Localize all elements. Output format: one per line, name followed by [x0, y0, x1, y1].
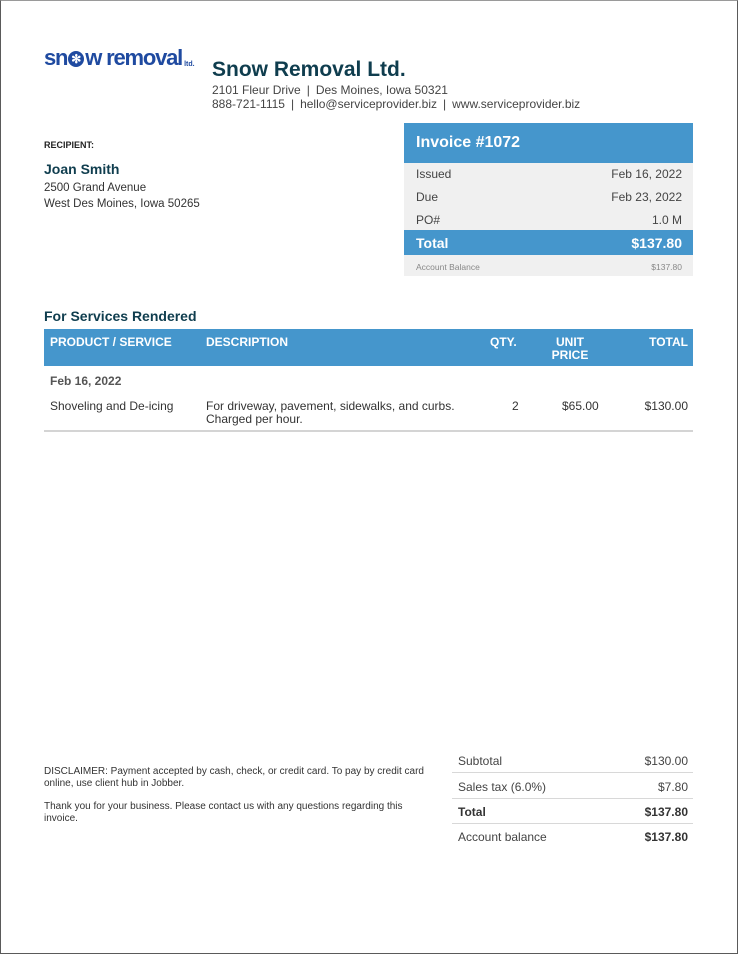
separator: |: [306, 83, 310, 97]
tax-label: Sales tax (6.0%): [458, 779, 547, 794]
company-phone: 888-721-1115: [212, 97, 285, 111]
summary-subtotal-row: [452, 749, 693, 773]
item-description: For driveway, pavement, sidewalks, and curbs. Charged per hour.: [206, 399, 455, 426]
due-label: Due: [416, 190, 439, 204]
separator: |: [290, 97, 295, 111]
header-description: DESCRIPTION: [206, 335, 289, 349]
table-divider: [44, 430, 693, 432]
invoice-title: Invoice #1072: [404, 123, 693, 163]
invoice-summary-box: [404, 123, 693, 276]
issued-value: Feb 16, 2022: [611, 167, 682, 181]
company-logo: [44, 43, 204, 69]
item-total: $130.00: [644, 399, 688, 413]
invoice-po-row: [416, 213, 682, 227]
header-product: PRODUCT / SERVICE: [50, 335, 172, 349]
services-table-header: [44, 329, 693, 366]
company-contact: [212, 97, 580, 111]
subtotal-value: $130.00: [644, 753, 688, 768]
summary-total-label: Total: [458, 804, 486, 819]
invoice-total-value: $137.80: [631, 234, 682, 251]
subtotal-label: Subtotal: [458, 753, 503, 768]
balance-value: $137.80: [644, 830, 688, 844]
header-total: TOTAL: [649, 335, 688, 349]
separator: |: [443, 97, 447, 111]
invoice-issued-row: [416, 167, 682, 181]
header-qty: QTY.: [490, 335, 517, 349]
service-date: Feb 16, 2022: [50, 374, 122, 388]
logo-text-suffix: w removal: [85, 45, 183, 70]
snowflake-icon: ✻: [68, 51, 84, 67]
company-city: Des Moines, Iowa 50321: [315, 83, 448, 97]
po-value: 1.0 M: [651, 213, 682, 227]
company-website: www.serviceprovider.biz: [452, 97, 581, 111]
disclaimer-text: DISCLAIMER: Payment accepted by cash, check, or credit card. To pay by credit card online, use client hub in Jobber.: [44, 766, 424, 789]
invoice-balance-label: Account Balance: [416, 262, 480, 272]
item-qty: 2: [512, 399, 519, 413]
recipient-label: RECIPIENT:: [44, 140, 95, 150]
invoice-total-label: Total: [416, 234, 449, 251]
invoice-balance-value: $137.80: [651, 262, 682, 272]
recipient-address-line2: West Des Moines, Iowa 50265: [44, 198, 200, 210]
company-street: 2101 Fleur Drive: [212, 83, 301, 97]
recipient-address-line1: 2500 Grand Avenue: [44, 182, 147, 194]
balance-label: Account balance: [458, 830, 547, 844]
invoice-due-row: [416, 190, 682, 204]
logo-text-prefix: sn: [44, 45, 68, 70]
issued-label: Issued: [416, 167, 452, 181]
item-unit-price: $65.00: [562, 399, 599, 413]
thanks-text: Thank you for your business. Please contact us with any questions regarding this invoice.: [44, 801, 403, 824]
company-name: Snow Removal Ltd.: [212, 58, 406, 81]
tax-value: $7.80: [657, 779, 688, 794]
summary-balance-row: [452, 825, 693, 849]
logo-ltd: ltd.: [184, 61, 195, 68]
invoice-balance-row: [416, 262, 682, 272]
summary-total-row: [452, 800, 693, 824]
summary-total-value: $137.80: [644, 804, 688, 819]
item-product: Shoveling and De-icing: [50, 399, 174, 413]
company-address: [212, 83, 448, 97]
due-value: Feb 23, 2022: [611, 190, 682, 204]
company-email: hello@serviceprovider.biz: [300, 97, 437, 111]
summary-tax-row: [452, 775, 693, 799]
header-unit-price: UNIT PRICE: [551, 335, 589, 362]
invoice-total-bar: [404, 230, 693, 255]
recipient-name: Joan Smith: [44, 161, 120, 177]
po-label: PO#: [416, 213, 441, 227]
services-title: For Services Rendered: [44, 308, 197, 324]
